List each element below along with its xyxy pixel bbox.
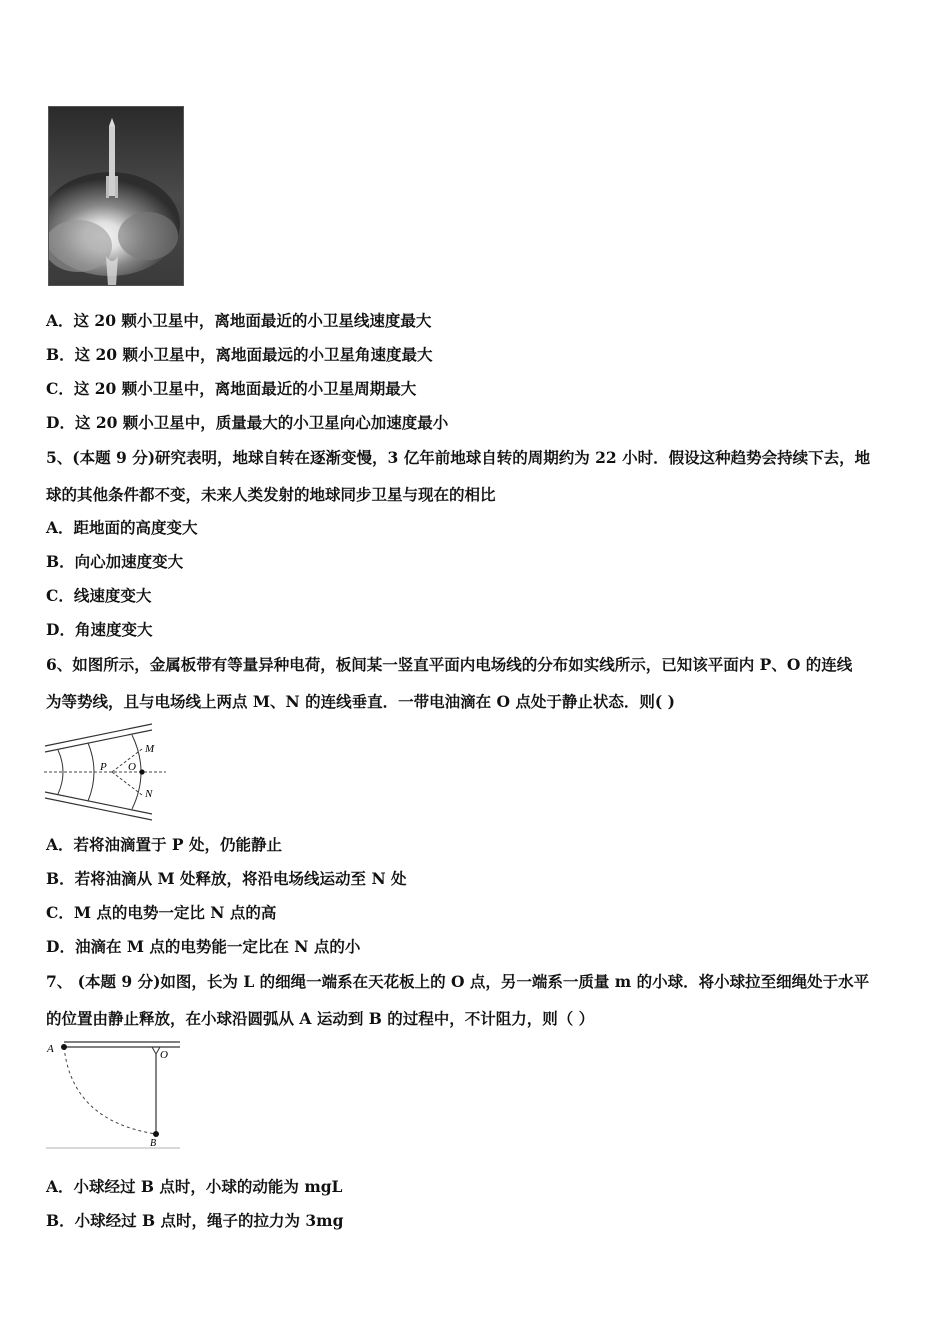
q5-option-b: B．向心加速度变大	[46, 552, 184, 571]
q7-stem-line-2: 的位置由静止释放，在小球沿圆弧从 A 运动到 B 的过程中，不计阻力，则（ ）	[46, 1009, 595, 1028]
q5-stem-line-1: 5、(本题 9 分)研究表明，地球自转在逐渐变慢，3 亿年前地球自转的周期约为 22 小时．假设这种趋势会持续下去，地	[46, 448, 871, 467]
q4-option-b: B．这 20 颗小卫星中，离地面最远的小卫星角速度最大	[46, 345, 433, 364]
q6-option-a: A．若将油滴置于 P 处，仍能静止	[46, 835, 282, 854]
q4-option-c: C．这 20 颗小卫星中，离地面最近的小卫星周期最大	[46, 379, 417, 398]
label-p: P	[100, 761, 107, 773]
q5-option-d: D．角速度变大	[46, 620, 153, 639]
q6-stem-line-1: 6、如图所示，金属板带有等量异种电荷，板间某一竖直平面内电场线的分布如实线所示，已知该平面内 P、O 的连线	[46, 655, 853, 674]
label-b: B	[150, 1138, 157, 1149]
label-m: M	[145, 743, 155, 755]
label-a: A	[47, 1043, 54, 1055]
q7-stem-line-1: 7、 (本题 9 分)如图，长为 L 的细绳一端系在天花板上的 O 点，另一端系一质量 m 的小球．将小球拉至细绳处于水平	[46, 972, 870, 991]
q5-option-c: C．线速度变大	[46, 586, 152, 605]
electric-field-diagram	[42, 722, 170, 822]
q6-stem-line-2: 为等势线，且与电场线上两点 M、N 的连线垂直．一带电油滴在 O 点处于静止状态．则( )	[46, 692, 675, 711]
q4-option-d: D．这 20 颗小卫星中，质量最大的小卫星向心加速度最小	[46, 413, 449, 432]
q5-option-a: A．距地面的高度变大	[46, 518, 198, 537]
q7-option-a: A．小球经过 B 点时，小球的动能为 mgL	[46, 1177, 343, 1196]
rocket-launch-photo	[48, 106, 184, 286]
q6-option-d: D．油滴在 M 点的电势能一定比在 N 点的小	[46, 937, 361, 956]
q5-stem-line-2: 球的其他条件都不变，未来人类发射的地球同步卫星与现在的相比	[46, 485, 496, 504]
q7-option-b: B．小球经过 B 点时，绳子的拉力为 3mg	[46, 1211, 344, 1230]
label-o-pivot: O	[160, 1049, 168, 1061]
q4-option-a: A．这 20 颗小卫星中，离地面最近的小卫星线速度最大	[46, 311, 432, 330]
pendulum-diagram	[42, 1036, 182, 1154]
q6-option-b: B．若将油滴从 M 处释放，将沿电场线运动至 N 处	[46, 869, 407, 888]
q6-option-c: C．M 点的电势一定比 N 点的高	[46, 903, 277, 922]
label-n: N	[145, 788, 153, 800]
label-o: O	[128, 761, 136, 773]
